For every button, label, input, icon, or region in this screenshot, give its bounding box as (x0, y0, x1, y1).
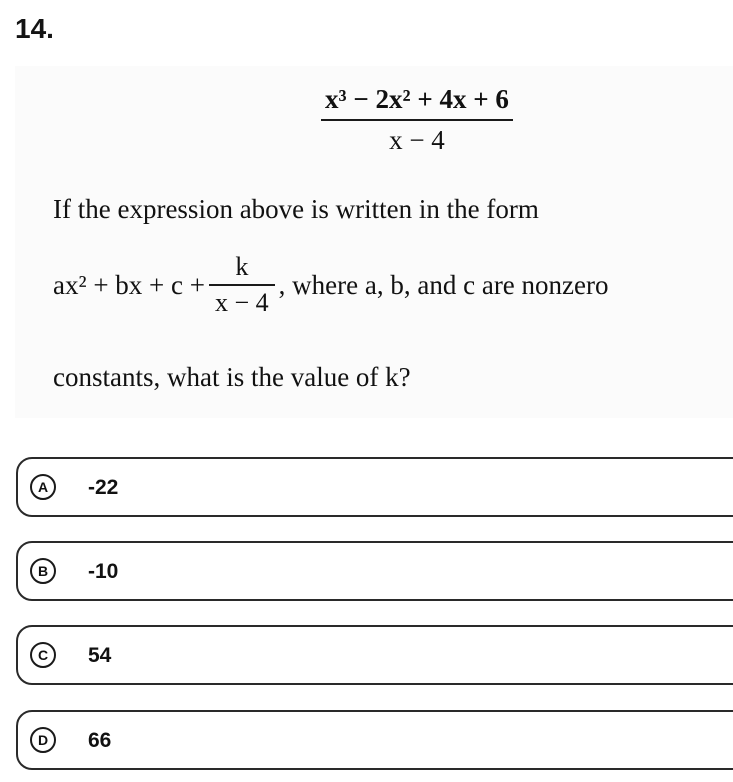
form-fraction (209, 252, 275, 318)
choice-text-d: 66 (88, 729, 112, 752)
choice-a[interactable] (16, 457, 733, 517)
choice-letter-a: A (30, 474, 56, 500)
stem-line-1: If the expression above is written in the form (53, 194, 539, 224)
question-stem (15, 66, 733, 418)
expression-fraction (321, 84, 513, 156)
form-lead: ax² + bx + c + (53, 269, 205, 300)
form-tail: , where a, b, and c are nonzero (278, 269, 609, 300)
choice-letter-d: D (30, 727, 56, 753)
choice-letter-b: B (30, 558, 56, 584)
question-number: 14. (15, 13, 54, 44)
form-fraction-denominator: x − 4 (215, 288, 269, 317)
expression-denominator: x − 4 (389, 125, 445, 155)
expression-numerator: x³ − 2x² + 4x + 6 (321, 84, 513, 121)
choice-text-a: -22 (88, 476, 119, 499)
choice-text-c: 54 (88, 644, 112, 667)
choice-b[interactable] (16, 541, 733, 601)
choice-text-b: -10 (88, 560, 119, 583)
choice-d[interactable] (16, 710, 733, 770)
choice-letter-c: C (30, 642, 56, 668)
choice-c[interactable] (16, 625, 733, 685)
form-fraction-numerator: k (209, 252, 275, 286)
stem-line-3: constants, what is the value of k? (53, 362, 411, 392)
stem-line-2 (53, 252, 609, 318)
